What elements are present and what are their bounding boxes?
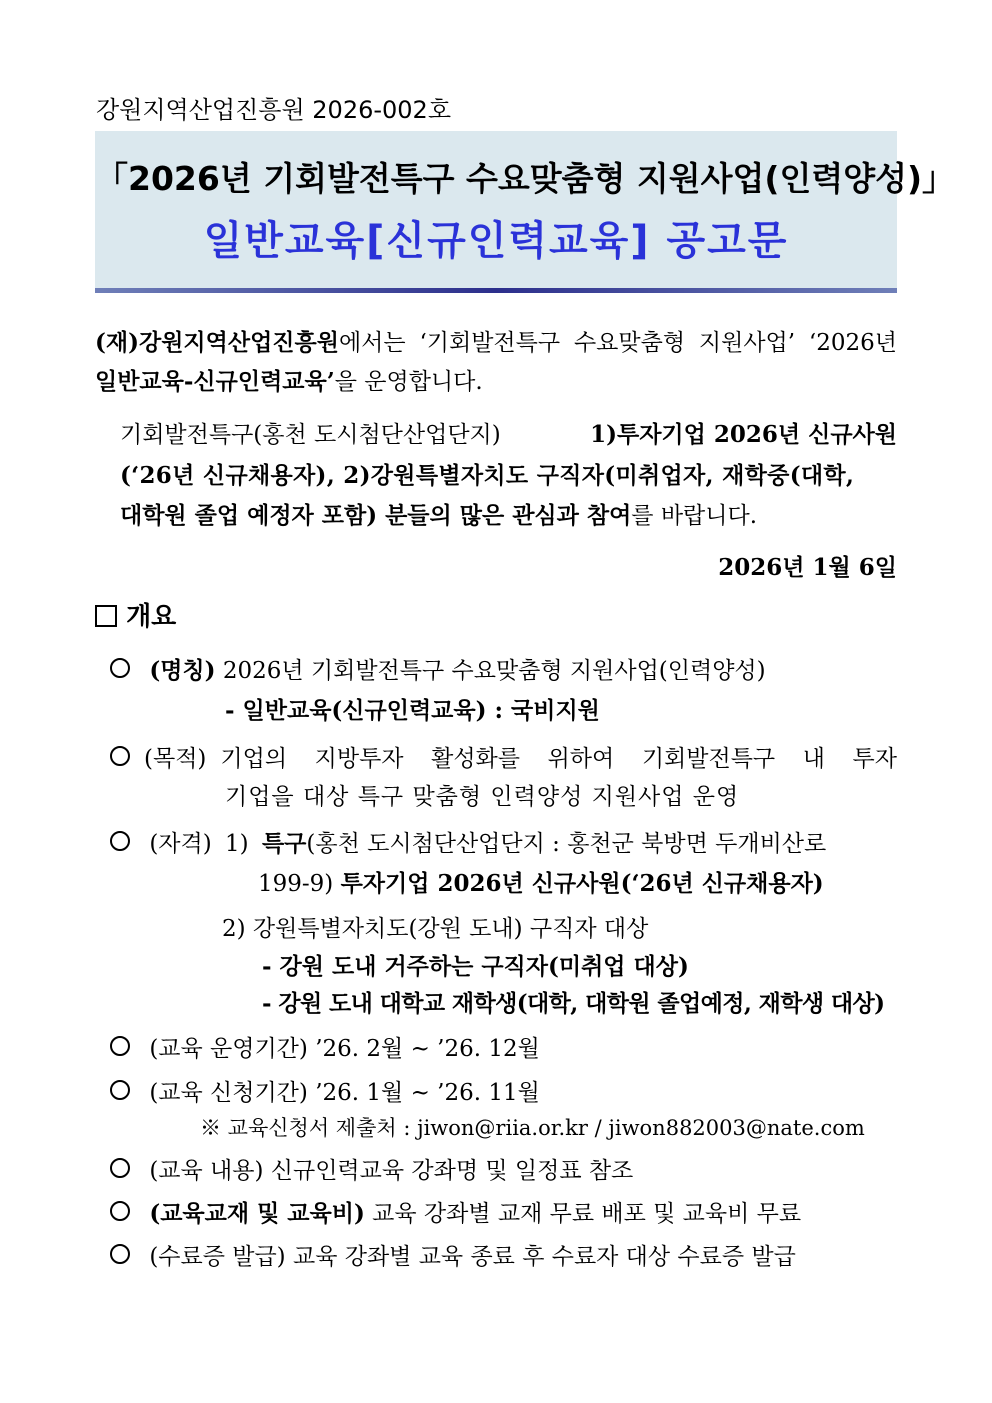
intro-line-1: [95, 323, 897, 363]
section-header: [95, 596, 176, 633]
period-label: (교육 운영기간): [149, 1036, 308, 1062]
document-number: 강원지역산업진흥원 2026-002호: [96, 96, 452, 124]
qual-1-b: (홍천 도시첨단산업단지 : 홍천군 북방면 두개비산로: [306, 831, 827, 857]
bullet-circle-icon: [110, 831, 130, 851]
para2-line-2: (‘26년 신규채용자), 2)강원특별자치도 구직자(미취업자, 재학중(대학,: [120, 462, 855, 489]
item-name: [110, 652, 766, 685]
qual-1-num: 1): [225, 831, 249, 857]
apply-note: ※ 교육신청서 제출처 : jiwon@riia.or.kr / jiwon882003@nate.com: [200, 1116, 865, 1140]
name-value: 2026년 기회발전특구 수요맞춤형 지원사업(인력양성): [222, 658, 766, 684]
para2-l3a: 대학원 졸업 예정자 포함) 분들의 많은 관심과 참여: [120, 502, 632, 529]
para2-l3b: 를 바랍니다.: [631, 503, 758, 529]
para2-l1b: 1)투자기업 2026년 신규사원: [590, 421, 897, 448]
cert-value: 교육 강좌별 교육 종료 후 수료자 대상 수료증 발급: [292, 1244, 796, 1270]
cost-label: (교육교재 및 교육비): [149, 1200, 365, 1227]
purpose-line-1: 기업의 지방투자 활성화를 위하여 기회발전특구 내 투자: [220, 746, 897, 772]
item-content: [110, 1152, 633, 1185]
qual-2-sub-2: - 강원 도내 대학교 재학생(대학, 대학원 졸업예정, 재학생 대상): [262, 990, 885, 1017]
qual-1-c: 199-9): [258, 871, 334, 897]
title-line-1: 「2026년 기회발전특구 수요맞춤형 지원사업(인력양성)」: [95, 159, 956, 198]
qual-1-d: 투자기업 2026년 신규사원(‘26년 신규채용자): [340, 870, 824, 897]
qual-2-sub-1: - 강원 도내 거주하는 구직자(미취업 대상): [262, 953, 689, 980]
content-label: (교육 내용): [149, 1158, 264, 1184]
bullet-circle-icon: [110, 746, 130, 766]
cost-value: 교육 강좌별 교재 무료 배포 및 교육비 무료: [372, 1201, 802, 1227]
item-period: [110, 1030, 540, 1063]
period-value: ’26. 2월 ~ ’26. 12월: [315, 1036, 540, 1062]
title-bottom-rule: [95, 288, 897, 293]
purpose-label: (목적): [144, 746, 207, 772]
intro-line-2: [95, 362, 483, 402]
qual-2: 2) 강원특별자치도(강원 도내) 구직자 대상: [222, 916, 649, 942]
item-certificate: [110, 1238, 796, 1271]
item-cost: [110, 1195, 801, 1228]
bullet-circle-icon: [110, 1244, 130, 1264]
para2-line-1: [120, 415, 897, 455]
section-title: 개요: [126, 602, 177, 632]
name-sub: - 일반교육(신규인력교육) : 국비지원: [225, 697, 600, 724]
qual-label: (자격): [149, 831, 212, 857]
apply-value: ’26. 1월 ~ ’26. 11월: [315, 1080, 540, 1106]
intro-text: 에서는 ‘기회발전특구 수요맞춤형 지원사업’ ‘2026년: [338, 330, 897, 356]
qual-1-line-2: [258, 865, 824, 898]
item-apply: [110, 1074, 540, 1107]
org-name: (재)강원지역산업진흥원: [95, 329, 339, 356]
intro-line2-rest: 을 운영합니다.: [334, 369, 483, 395]
apply-label: (교육 신청기간): [149, 1080, 308, 1106]
bullet-circle-icon: [110, 1036, 130, 1056]
item-qualification: [110, 825, 826, 858]
bullet-circle-icon: [110, 1158, 130, 1178]
qual-1-a: 특구: [261, 830, 307, 857]
title-box: [95, 131, 956, 291]
para2-l1a: 기회발전특구(홍천 도시첨단산업단지): [120, 422, 501, 448]
content-value: 신규인력교육 강좌명 및 일정표 참조: [270, 1158, 634, 1184]
bullet-circle-icon: [110, 1201, 130, 1221]
name-label: (명칭): [149, 657, 216, 684]
intro-program: 일반교육-신규인력교육’: [95, 368, 335, 395]
announcement-date: 2026년 1월 6일: [718, 554, 897, 581]
para2-line-3: [120, 496, 757, 536]
cert-label: (수료증 발급): [149, 1244, 286, 1270]
item-purpose: [110, 740, 897, 773]
title-line-2: 일반교육[신규인력교육] 공고문: [203, 218, 789, 264]
bullet-circle-icon: [110, 1080, 130, 1100]
purpose-line-2: 기업을 대상 특구 맞춤형 인력양성 지원사업 운영: [225, 784, 740, 810]
checkbox-square-icon: [95, 605, 117, 627]
bullet-circle-icon: [110, 658, 130, 678]
